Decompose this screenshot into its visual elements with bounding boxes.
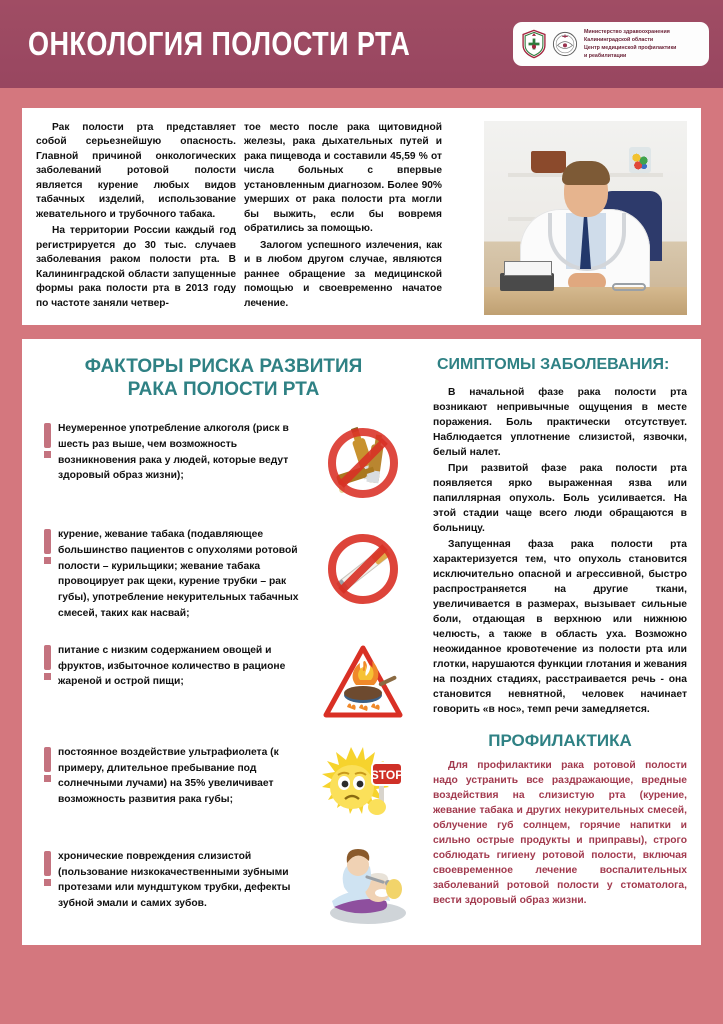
doctor-photo <box>484 121 687 315</box>
risk-item-label: Неумеренное употребление алкоголя (риск в шесть раз выше, чем возможность возникновения рака у людей, которые ведут здоровый образ жизни); <box>58 423 289 482</box>
symptoms-section <box>421 355 687 927</box>
exclamation-icon <box>36 421 58 458</box>
risk-item-alcohol <box>36 421 411 505</box>
risk-item-nutrition <box>36 643 411 723</box>
intro-paragraph-2: На территории России каждый год регистрируется до 30 тыс. случаев заболевания раком полости рта. В Калининградской области запущенные формы рака полости рта в 2013 году по частоте заняли четвер- <box>36 225 236 309</box>
logo-line-2: Калининградской области <box>584 36 654 43</box>
risk-item-label: постоянное воздействие ультрафиолета (к примеру, длительное пребывание под солнечными лучами) на 35% увеличивает возможность развития рака губы; <box>58 747 279 806</box>
intro-paragraph-3: тое место после рака щитовидной железы, рака дыхательных путей и рака пищевода и составили 45,59 % от числа больных с впервые установленным диагнозом. Более 90% умерших от рака полости рта могли бы выжить, если бы вовремя обратились за помощью. <box>244 122 442 235</box>
risk-item-label: хронические повреждения слизистой (пользование низкокачественными зубными протезами или мундштуком трубки, дефекты зубной эмали и самих зубов. <box>58 851 291 910</box>
symptoms-paragraph-1: В начальной фазе рака полости рта возникают непривычные ощущения в месте поражения. Боль практически отсутствует. Наблюдается уплотнение слизистой, язвочки, белый налет. <box>433 386 687 458</box>
risk-item-uv <box>36 745 411 827</box>
risk-item-icon <box>315 527 411 611</box>
intro-column-2 <box>244 121 452 315</box>
intro-paragraph-4: Залогом успешного излечения, как и в любом другом случае, являются раннее обращение за медицинской помощью и своевременно начатое лечение. <box>244 239 442 309</box>
symptoms-paragraph-2: При развитой фазе рака полости рта появляется ярко выраженная язва или папиллярная опухоль. Боль усиливается. На этой стадии чаще всего люди обращаются в больницу. <box>433 462 687 534</box>
page-body <box>0 88 723 967</box>
symptoms-title: СИМПТОМЫ ЗАБОЛЕВАНИЯ: <box>437 356 670 373</box>
intro-paragraph-1: Рак полости рта представляет собой серьезнейшую опасность. Главной причиной онкологических заболеваний ротовой полости является курение любых видов табачных изделий, использование жевательного и трубочного табака. <box>36 122 236 220</box>
exclamation-icon <box>36 527 58 564</box>
risk-factors-section <box>36 355 421 927</box>
logo-line-3: Центр медицинской профилактики <box>584 45 677 51</box>
doctor-photo-container <box>452 121 687 315</box>
risk-item-icon <box>315 421 411 505</box>
svg-text:STOP: STOP <box>370 768 404 783</box>
exclamation-icon <box>36 849 58 886</box>
prevention-title: ПРОФИЛАКТИКА <box>488 731 632 751</box>
risk-item-smoking <box>36 527 411 621</box>
exclamation-icon <box>36 643 58 680</box>
logo-text <box>584 28 676 61</box>
risk-item-label: курение, жевание табака (подавляющее большинство пациентов с опухолями ротовой полости – курильщики; жевание табака провоцирует рак щеки, курение трубки – рак губы), употребление некурительных табачных смесей, таких как насвай; <box>58 529 299 619</box>
risk-item-label: питание с низким содержанием овощей и фруктов, избыточное количество в рационе жареной и острой пищи; <box>58 645 286 688</box>
logo-emblems <box>520 29 579 59</box>
dentist-icon <box>318 849 408 927</box>
symptoms-text <box>433 385 687 718</box>
main-card <box>22 339 701 945</box>
coat-of-arms-icon <box>520 29 548 59</box>
symptoms-paragraph-3: Запущенная фаза рака полости рта характеризуется тем, что опухоль становится исключительно опасной и агрессивной, быстро распространяется на другие ткани, увеличивается в размерах, вызывает сильные боли, отдающая в верхнюю или нижнюю челюсть, а также в область уха. Возможно неожиданное кровотечение из полости рта или глотки, нарушаются функции глотания и жевания на поздних стадиях, расстраивается речь - она становится невнятной, человек начинает говорить «в нос», темп речи замедляется. <box>433 538 687 716</box>
prevention-text <box>433 758 687 908</box>
risk-title-line-1: ФАКТОРЫ РИСКА РАЗВИТИЯ <box>84 356 363 377</box>
medical-center-emblem-icon <box>551 29 579 59</box>
risk-item-icon <box>315 643 411 723</box>
risk-title-line-2: РАКА ПОЛОСТИ РТА <box>127 379 320 401</box>
no-smoking-icon <box>321 527 405 611</box>
risk-item-icon <box>315 745 411 827</box>
logo-line-1: Министерство здравоохранения <box>584 28 670 35</box>
risk-item-chronic-injury <box>36 849 411 927</box>
risk-item-icon <box>315 849 411 927</box>
exclamation-icon <box>36 745 58 782</box>
intro-card <box>22 108 701 325</box>
prevention-paragraph: Для профилактики рака ротовой полости надо устранить все раздражающие, вредные воздействия на слизистую рта (курение, жевание табака и других некурительных смесей, облучение губ солнцем, горячие напитки и сильно острые продукты и приправы), строго соблюдать гигиену ротовой полости, включая своевременное лечение воспалительных заболеваний ротовой полости у стоматолога, вести здоровый образ жизни. <box>433 759 687 907</box>
fried-food-warning-icon <box>321 643 405 723</box>
intro-column-1 <box>36 121 244 315</box>
page-header <box>0 0 723 88</box>
ministry-logo <box>513 22 709 67</box>
risk-factors-title <box>36 355 411 401</box>
logo-line-4: и реабилитации <box>584 53 627 60</box>
sun-stop-icon <box>317 745 409 827</box>
page-title: ОНКОЛОГИЯ ПОЛОСТИ РТА <box>28 25 411 62</box>
no-alcohol-icon <box>321 421 405 505</box>
